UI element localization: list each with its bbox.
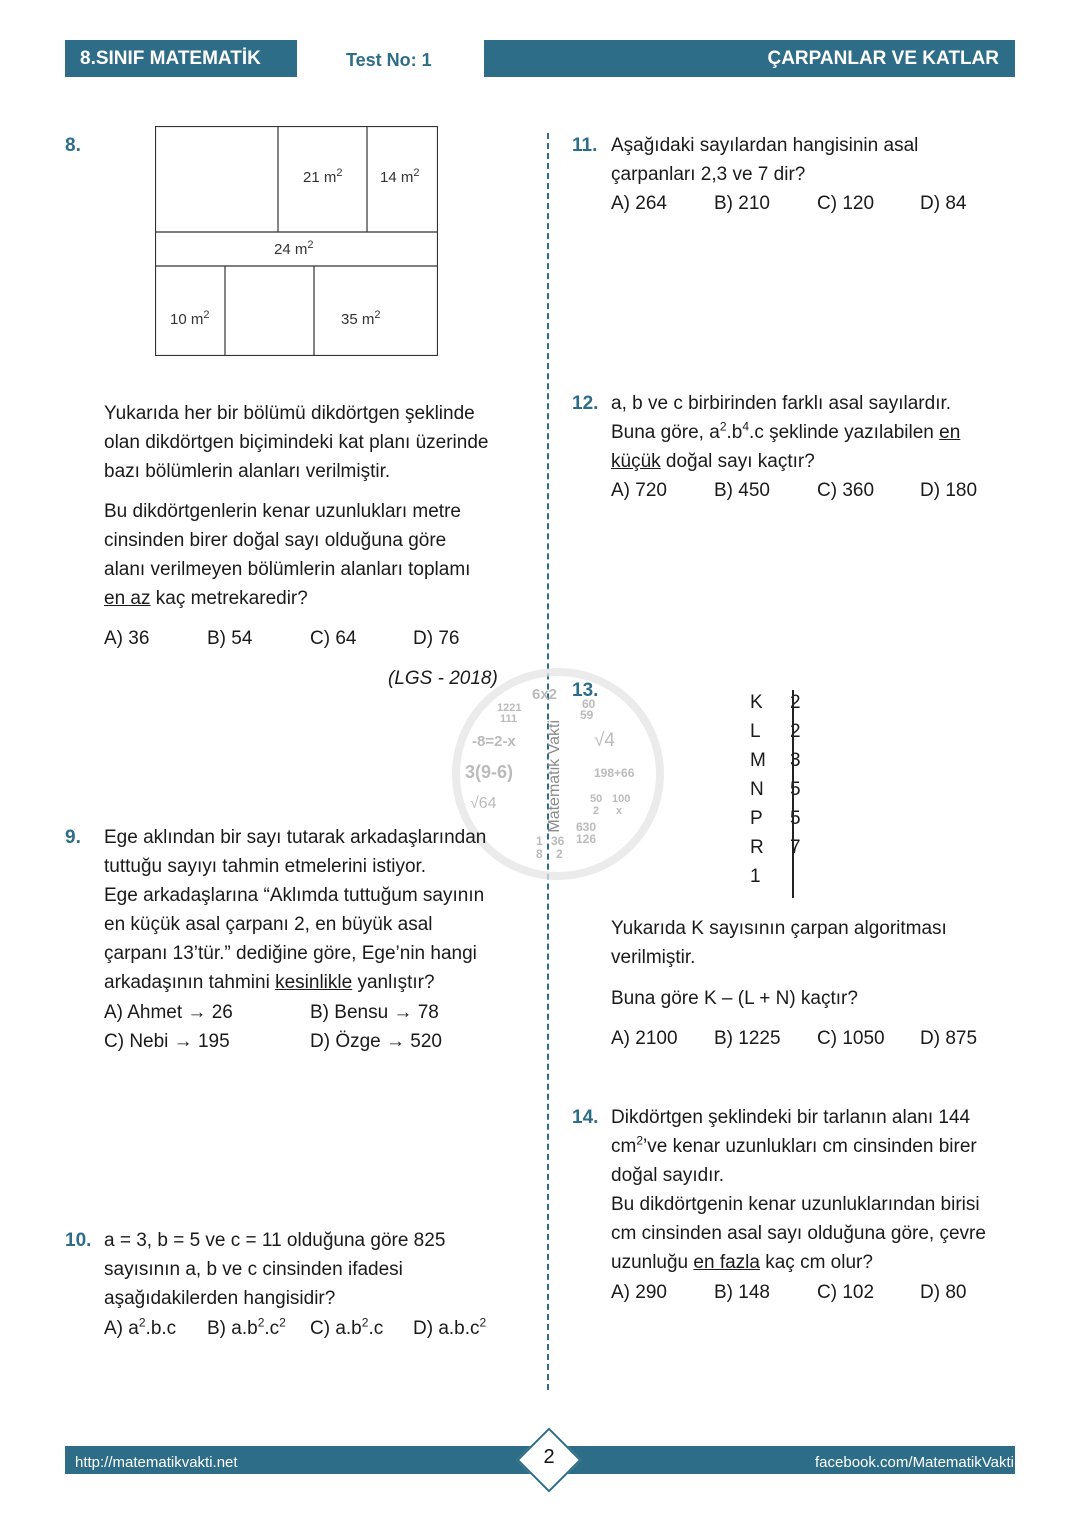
algorithm-row: L 2 — [750, 721, 801, 742]
option-b[interactable]: B) 450 — [714, 480, 770, 501]
option-d[interactable]: D) 875 — [920, 1028, 978, 1049]
page-number: 2 — [543, 1446, 555, 1468]
text-line: Ege arkadaşlarına “Aklımda tuttuğum sayının — [104, 885, 485, 906]
question-9-stem — [104, 823, 486, 997]
algorithm-divider-line — [792, 690, 794, 898]
question-13-options — [611, 1024, 977, 1053]
watermark-formula: 36 — [551, 834, 565, 848]
question-number-8: 8. — [65, 135, 81, 156]
watermark-formula: 1221 — [497, 702, 522, 714]
question-9-options-row1 — [104, 998, 439, 1027]
algorithm-row: K 2 — [750, 692, 801, 713]
watermark-formula: 100 — [612, 793, 631, 805]
text-line: en küçük asal çarpanı 2, en büyük asal — [104, 914, 433, 935]
question-14-options — [611, 1278, 966, 1307]
watermark-formula: 126 — [576, 832, 597, 846]
watermark-text: Matematik Vakti — [546, 720, 563, 833]
text-line: Bu dikdörtgenin kenar uzunluklarından birisi — [611, 1194, 980, 1215]
option-c[interactable]: C) 120 — [817, 193, 875, 214]
floor-plan-figure — [155, 126, 438, 356]
option-a[interactable]: A) 720 — [611, 480, 667, 501]
watermark-formula: 1 — [536, 834, 543, 848]
option-a[interactable]: A) $a^2.b.c$ — [104, 1315, 177, 1339]
question-10-options — [104, 1314, 486, 1343]
question-number-10: 10. — [65, 1230, 92, 1251]
option-c[interactable]: C) 360 — [817, 480, 875, 501]
option-d[interactable]: D) Özge → 520 — [310, 1031, 442, 1052]
header-topic — [484, 40, 1015, 77]
watermark-formula: √64 — [470, 795, 497, 812]
algorithm-row: N 5 — [750, 779, 801, 800]
question-8-source: (LGS - 2018) — [388, 668, 498, 689]
watermark-formula: -8=2-x — [472, 733, 516, 750]
text-line: sayısının a, b ve c cinsinden ifadesi — [104, 1259, 403, 1280]
text-line: Yukarıda her bir bölümü dikdörtgen şeklinde — [104, 403, 475, 424]
watermark-formula: 2 — [593, 805, 600, 817]
text-line: alanı verilmeyen bölümlerin alanları toplamı — [104, 559, 471, 580]
option-b[interactable]: B) $a.b^2.c^2$ — [207, 1315, 286, 1339]
text-line: Yukarıda K sayısının çarpan algoritması — [611, 918, 947, 939]
question-14-stem — [611, 1103, 986, 1277]
watermark-formula: 111 — [500, 713, 518, 725]
question-number-13: 13. — [572, 680, 599, 701]
text-line: arkadaşının tahmini kesinlikle yanlıştır? — [104, 972, 435, 993]
question-8-options — [104, 624, 459, 653]
watermark-formula: 630 — [576, 820, 597, 834]
question-11-stem — [611, 131, 918, 189]
text-line: cinsinden birer doğal sayı olduğuna göre — [104, 530, 447, 551]
text-line: a, b ve c birbirinden farklı asal sayılardır. — [611, 393, 952, 414]
watermark-formula: 3(9-6) — [465, 762, 514, 782]
text-line: bazı bölümlerin alanları verilmiştir. — [104, 461, 391, 482]
emphasis: küçük — [611, 451, 661, 472]
text-line: çarpanı 13’tür.” dediğine göre, Ege’nin hangi — [104, 943, 477, 964]
option-c[interactable]: C) $a.b^2.c$ — [310, 1315, 384, 1339]
algorithm-row: M 3 — [750, 750, 801, 771]
option-c[interactable]: C) 1050 — [817, 1028, 885, 1049]
text-line: $cm^2’ve$ kenar uzunlukları cm cinsinden birer — [611, 1133, 977, 1157]
question-number-11: 11. — [572, 135, 598, 156]
question-13-stem — [611, 914, 947, 972]
watermark-formula: 6x2 — [532, 686, 558, 703]
text-line: Bu dikdörtgenlerin kenar uzunlukları metre — [104, 501, 461, 522]
area-label-10: 10 $m^2$ — [170, 309, 210, 328]
option-d[interactable]: D) 180 — [920, 480, 978, 501]
question-number-9: 9. — [65, 827, 81, 848]
option-a[interactable]: A) 290 — [611, 1282, 667, 1303]
option-b[interactable]: B) 1225 — [714, 1028, 781, 1049]
text-line: en az kaç metrekaredir? — [104, 588, 308, 609]
question-12-options — [611, 476, 977, 505]
header-topic-label: ÇARPANLAR VE KATLAR — [767, 48, 999, 69]
text-line: verilmiştir. — [611, 947, 696, 968]
text-line: cm cinsinden asal sayı olduğuna göre, çevre — [611, 1223, 986, 1244]
text-line: Dikdörtgen şeklindeki bir tarlanın alanı 144 — [611, 1107, 971, 1128]
watermark-formula: 8 — [536, 847, 543, 861]
text-line: olan dikdörtgen biçimindeki kat planı üzerinde — [104, 432, 489, 453]
option-d[interactable]: D) 76 — [413, 628, 460, 649]
algorithm-row: P 5 — [750, 808, 801, 829]
option-b[interactable]: B) Bensu → 78 — [310, 1002, 439, 1023]
option-a[interactable]: A) 36 — [104, 628, 150, 649]
option-c[interactable]: C) 102 — [817, 1282, 875, 1303]
text-line: tuttuğu sayıyı tahmin etmelerini istiyor. — [104, 856, 427, 877]
question-8-intro — [104, 399, 488, 486]
question-number-12: 12. — [572, 393, 599, 414]
option-a[interactable]: A) 2100 — [611, 1028, 678, 1049]
text-line: küçük doğal sayı kaçtır? — [611, 451, 815, 472]
watermark-formula: 198+66 — [594, 766, 635, 780]
option-b[interactable]: B) 54 — [207, 628, 253, 649]
text-line: aşağıdakilerden hangisidir? — [104, 1288, 336, 1309]
footer-website-link[interactable]: http://matematikvakti.net — [75, 1454, 238, 1471]
watermark-formula: x — [616, 805, 623, 817]
text-line: çarpanları 2,3 ve 7 dir? — [611, 164, 806, 185]
floor-plan-svg — [155, 126, 438, 356]
option-b[interactable]: B) 148 — [714, 1282, 770, 1303]
option-c[interactable]: C) 64 — [310, 628, 357, 649]
watermark-formula: √4 — [594, 730, 615, 751]
question-10-stem — [104, 1226, 445, 1313]
text-line: Buna göre, $a^2.b^4.c$ şeklinde yazılabilen en — [611, 419, 961, 443]
watermark-formula: 2 — [556, 847, 563, 861]
footer-facebook-link[interactable]: facebook.com/MatematikVakti — [815, 1454, 1014, 1471]
text-line: Aşağıdaki sayılardan hangisinin asal — [611, 135, 919, 156]
question-9-options-row2 — [104, 1027, 442, 1056]
option-d[interactable]: D) $a.b.c^2$ — [413, 1315, 487, 1339]
question-11-options — [611, 189, 966, 218]
header-subject: 8.SINIF MATEMATİK — [65, 40, 297, 77]
option-b[interactable]: B) 210 — [714, 193, 770, 214]
text-line: doğal sayıdır. — [611, 1165, 725, 1186]
watermark-formula: 59 — [580, 708, 594, 722]
emphasis: en az — [104, 588, 151, 609]
question-8-stem — [104, 497, 470, 613]
algorithm-row: R 7 — [750, 837, 801, 858]
question-number-14: 14. — [572, 1107, 599, 1128]
emphasis: kesinlikle — [275, 972, 353, 993]
header-test-number: Test No: 1 — [346, 50, 432, 70]
algorithm-row: 1 — [750, 866, 761, 887]
watermark-formula: 50 — [590, 793, 603, 805]
option-d[interactable]: D) 80 — [920, 1282, 967, 1303]
area-label-35: 35 $m^2$ — [341, 309, 381, 328]
option-a[interactable]: A) Ahmet → 26 — [104, 1002, 233, 1023]
area-label-24: 24 $m^2$ — [274, 239, 314, 258]
option-d[interactable]: D) 84 — [920, 193, 967, 214]
emphasis: en — [939, 422, 961, 443]
text-line: Ege aklından bir sayı tutarak arkadaşlarından — [104, 827, 487, 848]
option-c[interactable]: C) Nebi → 195 — [104, 1031, 230, 1052]
text-line: uzunluğu en fazla kaç cm olur? — [611, 1252, 873, 1273]
question-13-question: Buna göre K – (L + N) kaçtır? — [611, 988, 858, 1009]
emphasis: en fazla — [693, 1252, 760, 1273]
text-line: a = 3, b = 5 ve c = 11 olduğuna göre 825 — [104, 1230, 446, 1251]
area-label-21: 21 $m^2$ — [303, 167, 343, 186]
watermark-formula: 60 — [582, 697, 596, 711]
option-a[interactable]: A) 264 — [611, 193, 667, 214]
area-label-14: 14 $m^2$ — [380, 167, 420, 186]
question-12-stem — [611, 389, 960, 476]
